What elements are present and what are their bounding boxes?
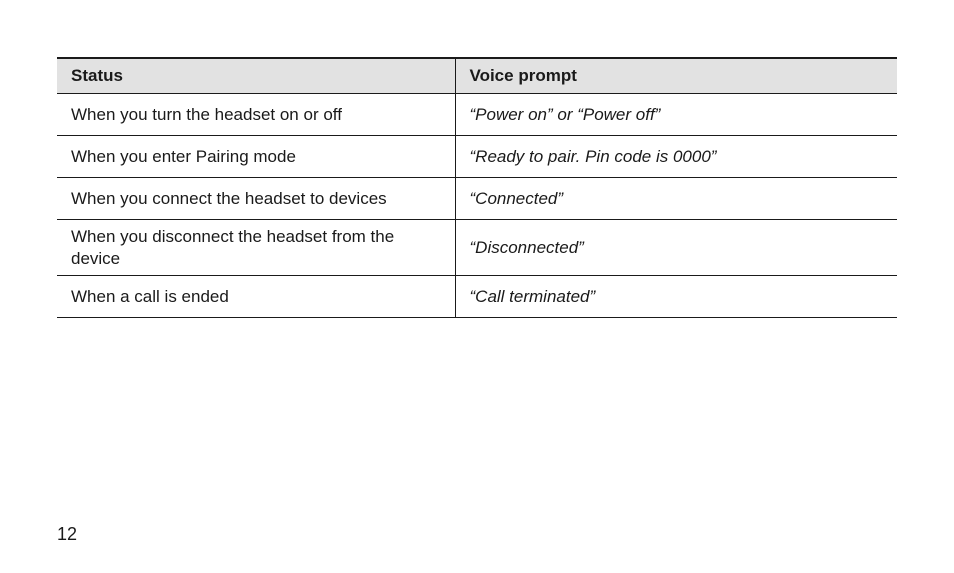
page-number: 12 bbox=[57, 524, 78, 544]
table-row bbox=[57, 220, 897, 276]
table-header-row bbox=[57, 58, 897, 94]
table-row bbox=[57, 94, 897, 136]
status-cell: When you turn the headset on or off bbox=[57, 94, 455, 136]
voice-prompt-cell: “Connected” bbox=[455, 178, 897, 220]
voice-prompt-cell: “Call terminated” bbox=[455, 276, 897, 318]
table-row bbox=[57, 136, 897, 178]
status-cell: When a call is ended bbox=[57, 276, 455, 318]
status-cell: When you disconnect the headset from the device bbox=[57, 220, 455, 276]
voice-prompt-cell: “Ready to pair. Pin code is 0000” bbox=[455, 136, 897, 178]
table-row bbox=[57, 178, 897, 220]
status-cell: When you enter Pairing mode bbox=[57, 136, 455, 178]
voice-prompt-cell: “Power on” or “Power off” bbox=[455, 94, 897, 136]
voice-prompt-column-header: Voice prompt bbox=[455, 58, 897, 94]
table-row bbox=[57, 276, 897, 318]
voice-prompt-cell: “Disconnected” bbox=[455, 220, 897, 276]
voice-prompt-table bbox=[57, 57, 897, 318]
status-cell: When you connect the headset to devices bbox=[57, 178, 455, 220]
status-column-header: Status bbox=[57, 58, 455, 94]
